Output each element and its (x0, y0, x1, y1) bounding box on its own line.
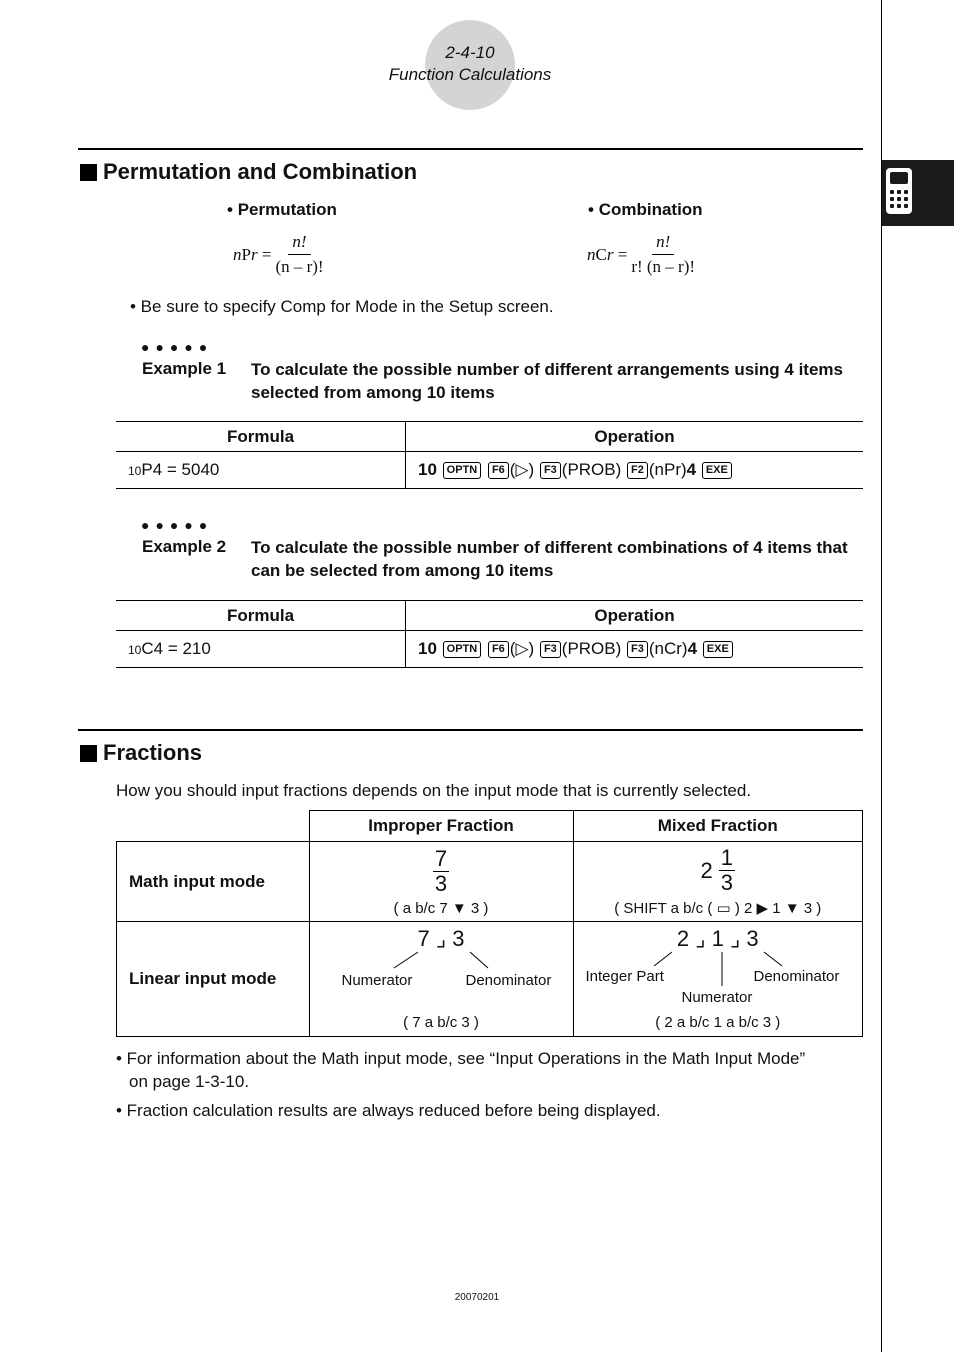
math-improper-cell (309, 842, 573, 922)
example1-label: Example 1 (142, 359, 227, 378)
exe-key-icon: EXE (702, 462, 732, 479)
math-mixed-cell: 2 1 3 ( SHIFT a b/c ( ▭ ) 2 ▶ 1 ▼ 3 ) (573, 842, 863, 922)
example1-operation: 10 OPTN F6 (▷) F3 (PROB) F2 (nPr)4 EXE (406, 452, 864, 489)
math-mixed-keys: ( SHIFT a b/c ( ▭ ) 2 ▶ 1 ▼ 3 ) (614, 900, 822, 917)
linear-mixed-expr: 2 ⌟ 1 ⌟ 3 (676, 926, 759, 951)
linear-mixed-keys: ( 2 a b/c 1 a b/c 3 ) (655, 1014, 781, 1031)
f6-key-icon: F6 (488, 462, 509, 479)
denominator-label: Denominator (753, 968, 840, 985)
fractions-intro: How you should input fractions depends on the input mode that is currently selected. (116, 781, 752, 800)
formula-header: Formula (116, 422, 406, 452)
math-mode-note-line2: on page 1-3-10. (129, 1072, 250, 1091)
combination-formula: n C r = $\frac{n!}{r! (n - r)!}$ (587, 232, 696, 276)
section-title-permutation: Permutation and Combination (80, 159, 417, 185)
linear-mixed-cell (573, 922, 863, 1037)
example1-text: To calculate the possible number of different arrangements using 4 items selected from among 10 items (251, 360, 843, 402)
section-divider (78, 148, 863, 150)
f3-key-icon: F3 (627, 641, 648, 658)
operation-header: Operation (406, 601, 864, 631)
example2-label: Example 2 (142, 537, 227, 556)
permutation-formula: n P r = $\frac{n!}{(n - r)!}$ (233, 232, 324, 276)
linear-improper-keys: ( 7 a b/c 3 ) (403, 1014, 479, 1031)
example2-table (116, 600, 863, 668)
linear-improper-cell (309, 922, 573, 1037)
integer-part-label: Integer Part (585, 968, 664, 985)
example1-table (116, 421, 863, 489)
denominator-label: Denominator (465, 972, 552, 989)
math-mode-note-line1: • For information about the Math input mode, see “Input Operations in the Math Input Mode” (116, 1049, 806, 1068)
mixed-header: Mixed Fraction (573, 811, 863, 842)
fractions-table (116, 810, 863, 1037)
chapter-title: Function Calculations (388, 65, 552, 84)
example2-operation: 10 OPTN F6 (▷) F3 (PROB) F3 (nCr)4 EXE (406, 631, 864, 668)
optn-key-icon: OPTN (443, 641, 482, 658)
square-bullet-icon (80, 745, 97, 762)
numerator-label: Numerator (341, 972, 413, 989)
numerator-label: Numerator (681, 989, 753, 1006)
example1-formula: 10P4 = 5040 (116, 452, 406, 489)
f6-key-icon: F6 (488, 641, 509, 658)
linear-mode-label: Linear input mode (117, 922, 310, 1037)
footer-code: 20070201 (454, 1292, 500, 1303)
calculator-icon (886, 168, 912, 214)
f3-key-icon: F3 (540, 462, 561, 479)
square-bullet-icon (80, 164, 97, 181)
mode-note: • Be sure to specify Comp for Mode in the Setup screen. (130, 297, 554, 316)
math-mode-label: Math input mode (117, 842, 310, 922)
linear-improper-expr: 7 ⌟ 3 (417, 926, 465, 951)
exe-key-icon: EXE (703, 641, 733, 658)
reduced-note: • Fraction calculation results are always reduced before being displayed. (116, 1101, 661, 1120)
page-number: 2-4-10 (445, 43, 495, 62)
mixed-fraction: 1 3 (720, 845, 733, 895)
pointer-lines (310, 950, 571, 972)
optn-key-icon: OPTN (443, 462, 482, 479)
f2-key-icon: F2 (627, 462, 648, 479)
permutation-heading: • Permutation (227, 200, 337, 219)
operation-header: Operation (406, 422, 864, 452)
section-title-fractions: Fractions (80, 740, 202, 766)
section-divider (78, 729, 863, 731)
example-dots: ●●●●● (141, 517, 214, 533)
improper-fraction: 7 3 (434, 845, 448, 896)
improper-header: Improper Fraction (309, 811, 573, 842)
formula-header: Formula (116, 601, 406, 631)
combination-heading: • Combination (588, 200, 703, 219)
f3-key-icon: F3 (540, 641, 561, 658)
example-dots: ●●●●● (141, 339, 214, 355)
math-improper-keys: ( a b/c 7 ▼ 3 ) (393, 899, 489, 917)
example2-formula: 10C4 = 210 (116, 631, 406, 668)
example2-text: To calculate the possible number of different combinations of 4 items that can be selected from among 10 items (251, 538, 848, 580)
